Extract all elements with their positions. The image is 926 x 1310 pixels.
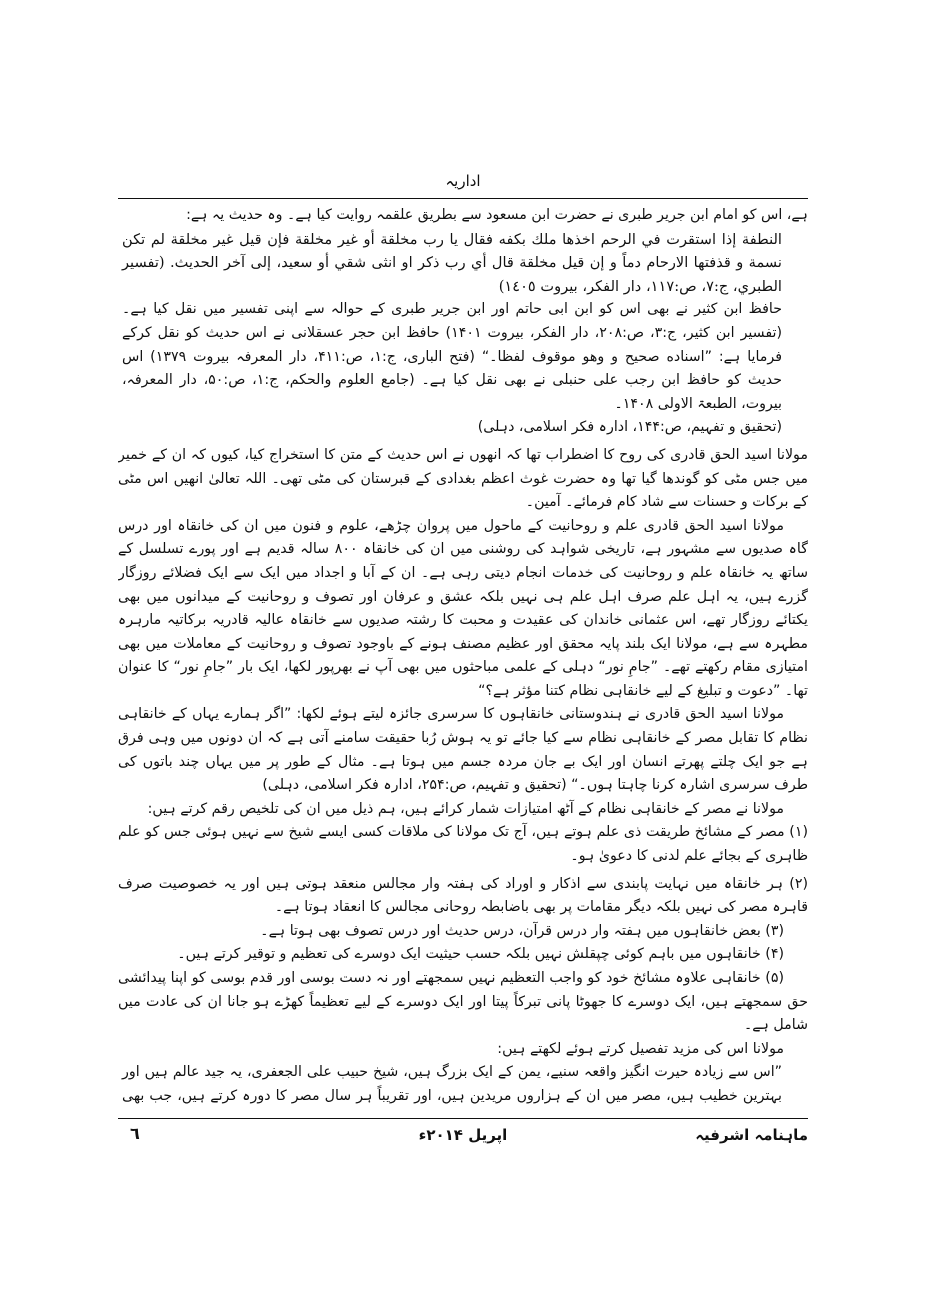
issue-date: اپریل ۲۰۱۴ء xyxy=(418,1126,508,1144)
block-quote: ”اس سے زیادہ حیرت انگیز واقعہ سنیے، یمن کے ایک بزرگ ہیں، شیخ حبیب علی الجعفری، یہ جید عالم ہیں اور بہترین خطیب ہیں، مصر میں ان کے ہزاروں مریدین ہیں، اور تقریباً ہر سال مصر کا دورہ کرتے ہیں، جب بھی xyxy=(122,1064,782,1104)
article-body xyxy=(118,204,808,1104)
paragraph: مولانا اسید الحق قادری کی روح کا اضطراب تھا کہ انھوں نے اس حدیث کے متن کا استخراج کیا، کیوں کہ ان کے خمیر میں جس مٹی کو گوندھا گیا تھا وہ حضرت غوث اعظم بغدادی کے قبرستان کی مٹی تھی۔ اللہ تعالیٰ انھیں اس مٹی کے برکات و حسنات سے شاد کام فرمائے۔ آمین۔ xyxy=(118,446,808,511)
paragraph: ہے، اس کو امام ابن جریر طبری نے حضرت ابن مسعود سے بطریق علقمہ روایت کیا ہے۔ وہ حدیث یہ ہے: xyxy=(186,207,808,223)
header-rule xyxy=(118,198,808,199)
list-item: (۱) مصر کے مشائخ طریقت ذی علم ہوتے ہیں، آج تک مولانا کی ملاقات کسی ایسے شیخ سے نہیں ہوئی جس کو علم ظاہری کے بجائے علم لدنی کا دعویٰ ہو۔ xyxy=(118,824,808,865)
list-item: (۳) بعض خانقاہوں میں ہفتہ وار درس قرآن، درس حدیث اور درس تصوف بھی ہوتا ہے۔ xyxy=(260,922,784,939)
paragraph: مولانا اسید الحق قادری علم و روحانیت کے ماحول میں پروان چڑھے، علوم و فنون میں ان کی خانقاہ اور درس گاہ صدیوں سے مشہور ہے، تاریخی شواہد کی روشنی میں ان کی خانقاہ ۸۰۰ سالہ قدیم ہے اور پورے تسلسل کے ساتھ یہ خانقاہ علم و روحانیت کی خدمات انجام دیتی رہی ہے۔ ان کے آبا و اجداد میں ایک سے ایک فضلائے روزگار گزرے ہیں، یہ اہل علم صرف اہل علم ہی نہیں بلکہ عشق و عرفان اور تصوف و روحانیت کے میدانوں میں بھی یکتائے روزگار تھے، اس عثمانی خاندان کی عقیدت و محبت کا رشتہ صدیوں سے خانقاہ عالیہ قادریہ برکاتیہ مارہرہ مطہرہ سے ہے، مولانا ایک بلند پایہ محقق اور عظیم مصنف ہونے کے باوجود تصوف و روحانیت کے معاملات میں بھی امتیازی مقام رکھتے تھے۔ ”جامِ نور“ دہلی کے علمی مباحثوں میں بھی آپ نے بھرپور لکھا، ایک بار ”جامِ نور“ کا عنوان تھا۔ ”دعوت و تبلیغ کے لیے خانقاہی نظام کتنا مؤثر ہے؟“ xyxy=(118,517,808,699)
list-item: (۵) خانقاہی علاوہ مشائخ خود کو واجب التعظیم نہیں سمجھتے اور نہ دست بوسی اور قدم بوسی کو اپنا پیدائشی حق سمجھتے ہیں، ایک دوسرے کا جھوٹا پانی تبرکاً پیتا اور ایک دوسرے کے لیے تعظیماً کھڑے ہو جانا ان کی عادت میں شامل ہے۔ xyxy=(118,970,808,1034)
list-item: (۲) ہر خانقاہ میں نہایت پابندی سے اذکار و اوراد کی ہفتہ وار مجالس منعقد ہوتی ہیں اور یہ خصوصیت صرف قاہرہ مصر کی نہیں بلکہ دیگر مقامات پر بھی باضابطہ روحانی مجالس کا انعقاد ہوتا ہے۔ xyxy=(118,875,808,916)
page-number: ٦ xyxy=(130,1124,140,1143)
citation-reference: (تحقیق و تفہیم، ص:۱۴۴، ادارہ فکر اسلامی، دہلی) xyxy=(477,419,782,436)
arabic-hadith-quote: النطفة إذا استقرت في الرحم اخذها ملك بكفه فقال يا رب مخلقة أو غير مخلقة فإن قيل غير مخلقة لم تكن نسمة و قذفتها الارحام دماً و إن قيل مخلقة قال أي رب ذكر او انثى شقي أو سعيد، إلى آخر الحديث. (تفسير الطبري، ج:٧، ص:١١٧، دار الفكر، بيروت ١٤٠٥) xyxy=(122,230,782,295)
citation-block: حافظ ابن کثیر نے بھی اس کو ابن ابی حاتم اور ابن جریر طبری کے حوالہ سے اپنی تفسیر میں نقل کیا ہے۔ (تفسیر ابن کثیر، ج:۳، ص:۲۰۸، دار الفکر، بیروت ۱۴۰۱) حافظ ابن حجر عسقلانی نے اس حدیث کو نقل کرکے فرمایا ہے: ”اسناده صحيح و وهو موقوف لفظا۔“ (فتح الباری، ج:۱، ص:۴۱۱، دار المعرفہ بیروت ۱۳۷۹) اس حدیث کو حافظ ابن رجب علی حنبلی نے بھی نقل کیا ہے۔ (جامع العلوم والحکم، ج:۱، ص:۵۰، دار المعرفہ، بیروت، الطبعۃ الاولی ۱۴۰۸۔ xyxy=(122,301,783,412)
footer-rule xyxy=(118,1118,808,1119)
paragraph: مولانا اسید الحق قادری نے ہندوستانی خانقاہوں کا سرسری جائزہ لیتے ہوئے لکھا: ”اگر ہمارے یہاں کے خانقاہی نظام کا تقابل مصر کے خانقاہی نظام سے کیا جائے تو یہ ہوش رُبا حقیقت سامنے آتی ہے کہ ان دونوں میں وہی فرق ہے جو ایک چلتے پھرتے انسان اور ایک بے جان مردہ جسم میں ہوتا ہے۔ مثال کے طور پر میں یہاں چند باتوں کی طرف سرسری اشارہ کرنا چاہتا ہوں۔“ (تحقیق و تفہیم، ص:۲۵۴، ادارہ فکر اسلامی، دہلی) xyxy=(118,706,808,794)
paragraph: مولانا نے مصر کے خانقاہی نظام کے آٹھ امتیازات شمار کرائے ہیں، ہم ذیل میں ان کی تلخیص رقم کرتے ہیں: xyxy=(147,800,784,817)
magazine-name: ماہنامہ اشرفیہ xyxy=(695,1126,808,1144)
paragraph: مولانا اس کی مزید تفصیل کرتے ہوئے لکھتے ہیں: xyxy=(497,1040,784,1057)
list-item: (۴) خانقاہوں میں باہم کوئی چپقلش نہیں بلکہ حسب حیثیت ایک دوسرے کی تعظیم و توقیر کرتے ہیں۔ xyxy=(177,946,784,963)
section-title: اداریہ xyxy=(445,172,481,190)
